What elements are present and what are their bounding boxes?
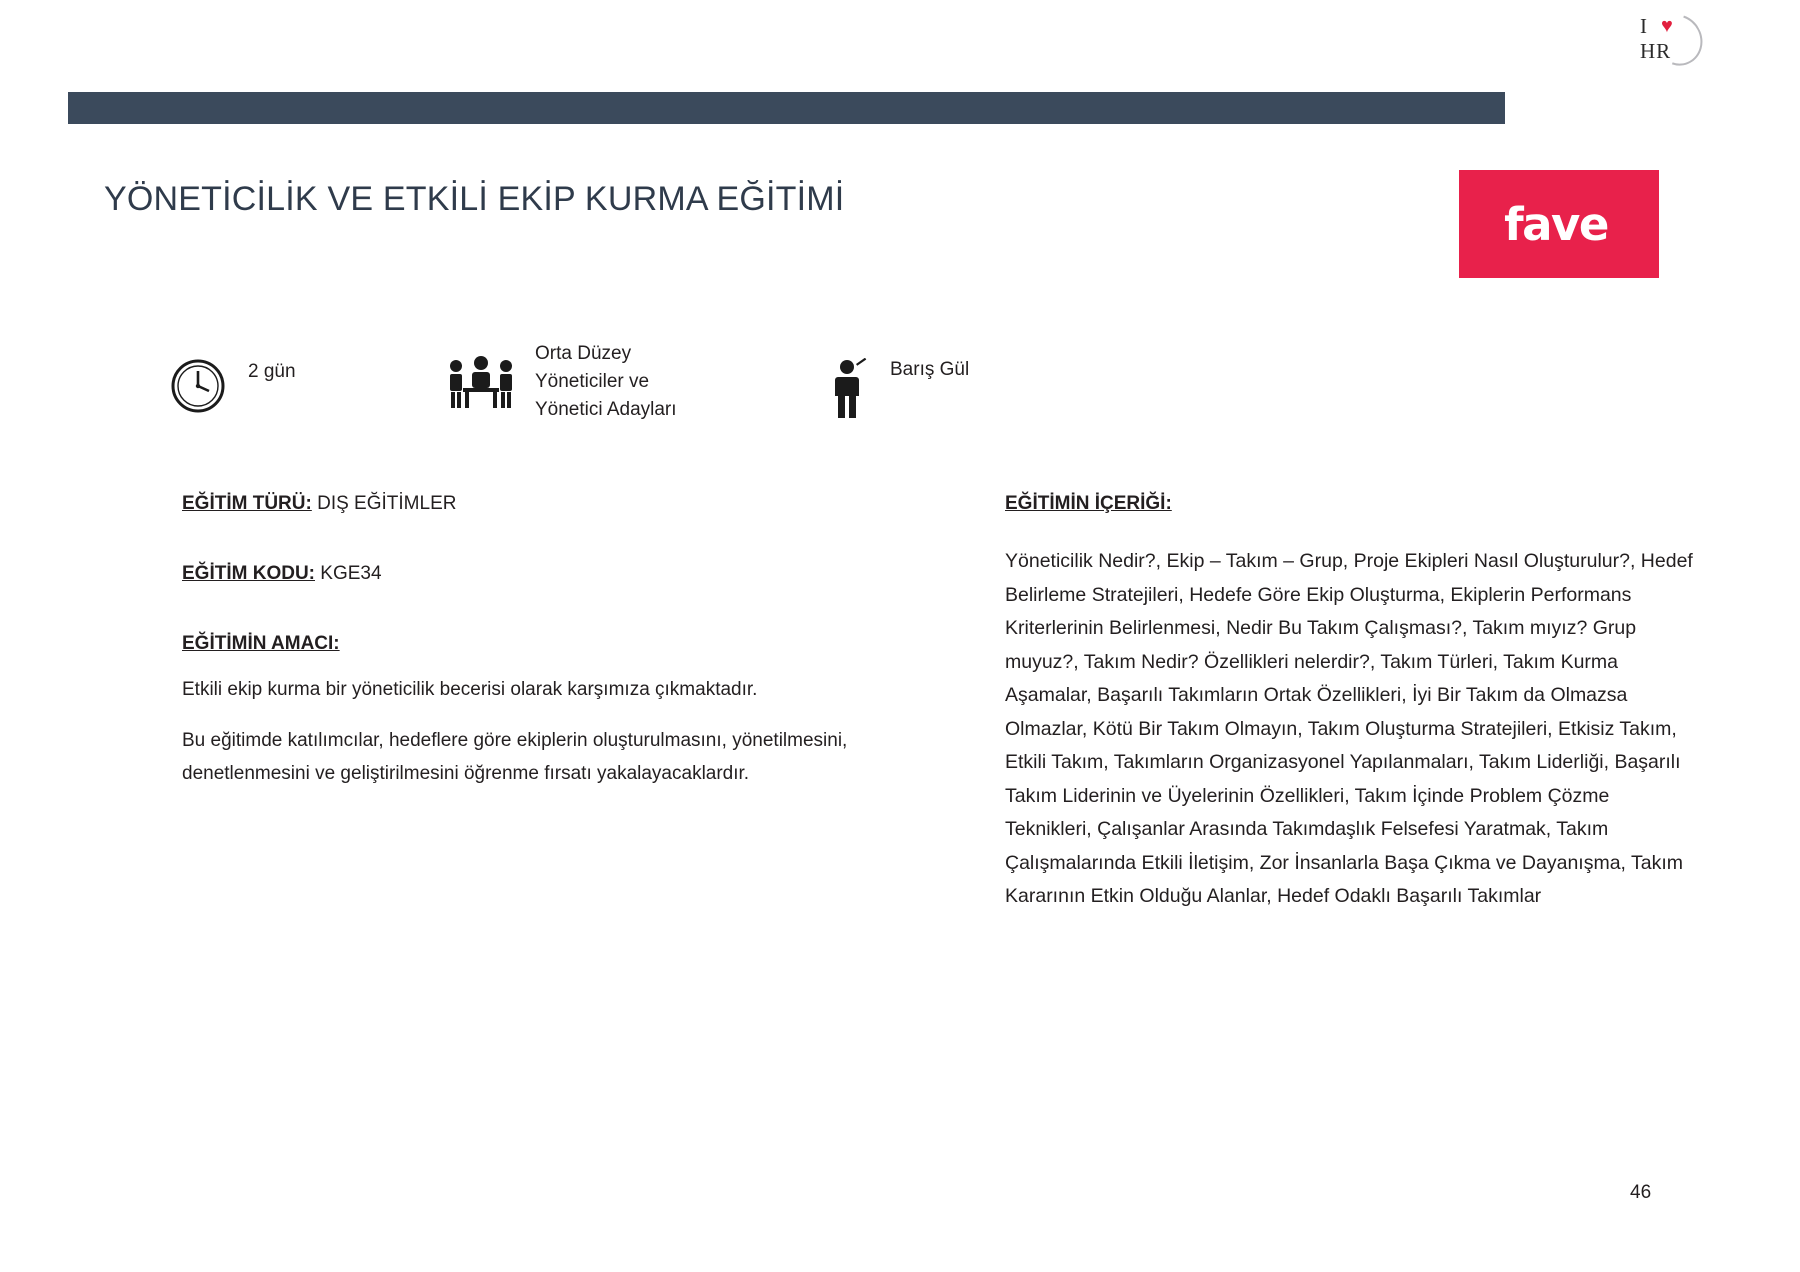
training-type-value: DIŞ EĞİTİMLER	[311, 493, 457, 514]
heart-icon: ♥	[1661, 15, 1673, 37]
field-training-type	[182, 493, 882, 515]
training-code-label: EĞİTİM KODU:	[182, 563, 315, 584]
clock-icon	[170, 358, 226, 414]
training-meta-row	[170, 340, 1370, 450]
trainer-presenter-icon	[830, 358, 870, 420]
right-column	[1005, 493, 1695, 914]
header-bar	[68, 92, 1505, 124]
training-content-body: Yöneticilik Nedir?, Ekip – Takım – Grup, Proje Ekipleri Nasıl Oluşturulur?, Hedef Belirleme Stratejileri, Hedefe Göre Ekip Oluşturma, Ekiplerin Performans Kriterlerinin Belirlenmesi, Nedir Bu Takım Çalışması?, Takım mıyız? Grup muyuz?, Takım Nedir? Özellikleri nelerdir?, Takım Türleri, Takım Kurma Aşamalar, Başarılı Takımların Ortak Özellikleri, İyi Bir Takım da Olmazsa Olmazlar, Kötü Bir Takım Olmayın, Takım Oluşturma Stratejileri, Etkisiz Takım, Etkili Takım, Takımların Organizasyonel Yapılanmaları, Takım Liderliği, Başarılı Takım Liderinin ve Üyelerinin Özellikleri, Takım İçinde Problem Çözme Teknikleri, Çalışanlar Arasında Takımdaşlık Felsefesi Yaratmak, Takım Çalışmalarında Etkili İletişim, Zor İnsanlarla Başa Çıkma ve Dayanışma, Takım Kararının Etkin Olduğu Alanlar, Hedef Odaklı Başarılı Takımlar	[1005, 550, 1693, 907]
left-column	[182, 493, 882, 790]
meta-audience	[445, 340, 677, 424]
meta-audience-line-1: Orta Düzey	[535, 343, 632, 364]
field-training-code	[182, 563, 882, 585]
training-purpose-paragraph-1: Etkili ekip kurma bir yöneticilik becerisi olarak karşımıza çıkmaktadır.	[182, 679, 758, 700]
i-love-hr-logo	[1640, 14, 1710, 72]
field-training-purpose	[182, 633, 882, 790]
training-code-value: KGE34	[315, 563, 382, 584]
meta-audience-line-2: Yöneticiler ve	[535, 371, 650, 392]
training-purpose-label: EĞİTİMİN AMACI:	[182, 633, 340, 654]
meta-trainer-label: Barış Gül	[890, 359, 970, 380]
fave-logo-text: fave	[1504, 197, 1608, 251]
meta-audience-line-3: Yönetici Adayları	[535, 399, 677, 420]
training-content-label: EĞİTİMİN İÇERİĞİ:	[1005, 493, 1172, 514]
page-title: YÖNETİCİLİK VE ETKİLİ EKİP KURMA EĞİTİMİ	[104, 180, 845, 218]
meta-duration-label: 2 gün	[248, 361, 296, 382]
meta-audience-label	[535, 340, 677, 424]
i-love-hr-line-2: HR	[1640, 39, 1672, 63]
meta-trainer	[830, 356, 969, 420]
training-content-label-wrap	[1005, 493, 1695, 515]
audience-group-icon	[445, 354, 517, 416]
meta-duration	[170, 358, 296, 414]
page-number: 46	[1630, 1182, 1652, 1203]
training-purpose-paragraph-2: Bu eğitimde katılımcılar, hedeflere göre ekiplerin oluşturulmasını, yönetilmesini, denetlenmesini ve geliştirilmesini öğrenme fırsatı yakalayacaklardır.	[182, 730, 848, 784]
fave-logo	[1459, 170, 1659, 278]
i-love-hr-line-1: I	[1640, 14, 1648, 38]
training-type-label: EĞİTİM TÜRÜ:	[182, 493, 312, 514]
